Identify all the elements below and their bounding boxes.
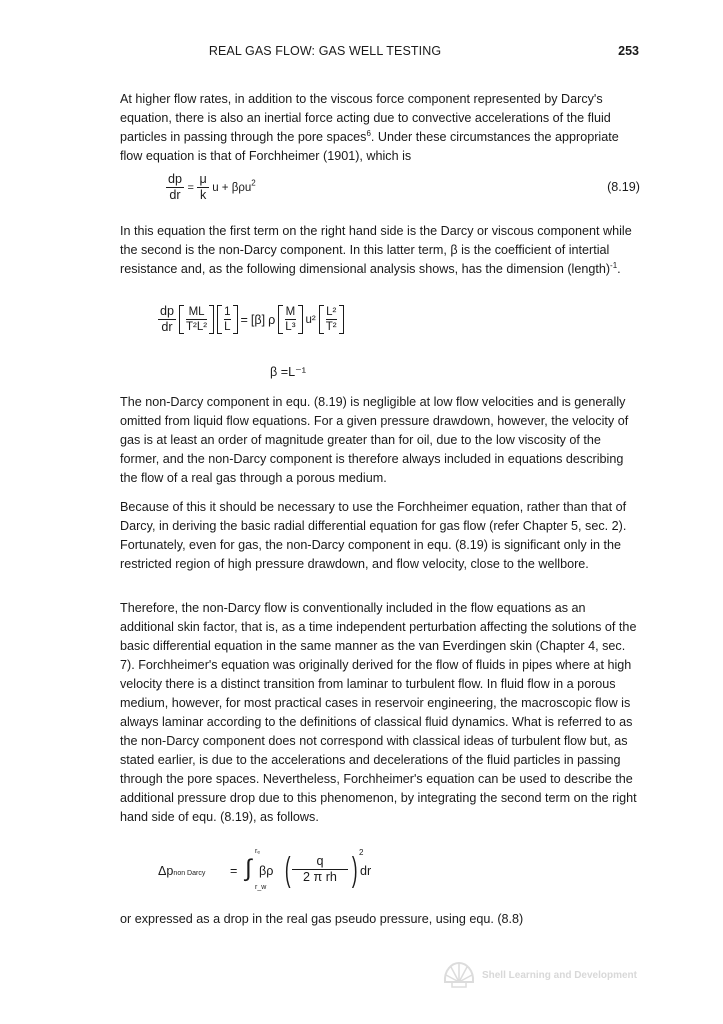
b2-den: L <box>224 321 231 333</box>
b3-den: L³ <box>285 321 296 333</box>
k-denominator: k <box>199 188 207 202</box>
paragraph-1 <box>120 90 640 166</box>
dim-dp: dp <box>160 304 175 318</box>
b1-den: T²L² <box>186 321 208 333</box>
para2-end: . <box>617 262 621 276</box>
paragraph-4: Because of this it should be necessary to use the Forchheimer equation, rather than that of Darcy, in deriving the basic radial differential equation for gas flow (refer Chapter 5, sec. 2). Fortunately, even for gas, the non-Darcy component in equ. (8.19) is significant only in the restricted region of high pressure drawdown, and flow velocity, close to the wellbore. <box>120 500 627 571</box>
dp-numerator: dp <box>168 172 183 186</box>
delta-p: Δp <box>158 864 174 878</box>
right-paren: ) <box>351 851 358 889</box>
para1-text-end: . Under these circumstances the appropriate flow equation is that of Forchheimer (1901), which is <box>120 130 619 163</box>
upper-limit: rₑ <box>255 848 260 855</box>
para1-text: At higher flow rates, in addition to the viscous force component represented by Darcy's equation, there is also an inertial force acting due to convective accelerations of the fluid particles in passing through the pore spaces <box>120 92 611 144</box>
footnote-ref: 6 <box>366 129 371 138</box>
int-dr: dr <box>360 864 372 878</box>
bracket-ml-t2l2 <box>179 305 214 334</box>
beta-rho: βρ <box>259 864 274 878</box>
non-darcy-subscript: non Darcy <box>173 870 206 877</box>
shell-logo-icon <box>442 960 476 990</box>
footer-brand-text: Shell Learning and Development <box>481 969 637 981</box>
q-over-2pirh <box>292 854 348 885</box>
paragraph-3: The non-Darcy component in equ. (8.19) is negligible at low flow velocities and is generally omitted from liquid flow equations. For a given pressure drawdown, however, the velocity of gas is at least an order of magnitude greater than for oil, due to the low viscosity of the former, and the non-Darcy component is therefore always included in equations describing the flow of a real gas through a porous medium. <box>120 395 629 485</box>
paragraph-2 <box>120 222 640 279</box>
dim-dp-dr <box>158 304 176 335</box>
integral-equation <box>158 848 372 896</box>
dim-dr: dr <box>161 320 173 334</box>
2pirh-denominator: 2 π rh <box>303 870 337 884</box>
b4-den: T² <box>325 321 337 333</box>
b3-num: M <box>285 306 296 318</box>
int-exponent: 2 <box>359 848 364 857</box>
q-numerator: q <box>292 854 348 870</box>
delta-p-lhs <box>158 864 205 878</box>
equation-label-8-19: (8.19) <box>607 180 640 194</box>
equals-sign: = <box>187 181 194 194</box>
dp-dr-fraction <box>166 172 184 203</box>
para2-exponent: -1 <box>610 261 618 270</box>
para2-text: In this equation the first term on the right hand side is the Darcy or viscous component while the second is the non-Darcy component. In this latter term, β is the coefficient of intertial resistance and, as the following dimensional analysis shows, has the dimension (length) <box>120 224 632 276</box>
equation-8-19 <box>166 172 256 203</box>
dim-u2: u² <box>305 313 316 326</box>
left-paren: ( <box>284 851 291 889</box>
bracket-m-l3 <box>278 305 302 334</box>
b1-num: ML <box>186 305 207 320</box>
page-number: 253 <box>618 44 639 58</box>
dr-denominator: dr <box>169 188 181 202</box>
lower-limit: r_w <box>255 884 267 891</box>
footer-branding <box>442 960 637 990</box>
dim-beta: [β] <box>250 312 266 327</box>
dimensional-equation <box>158 304 344 335</box>
running-title: REAL GAS FLOW: GAS WELL TESTING <box>208 44 442 58</box>
rhs-terms: u + βρu <box>212 181 252 194</box>
mu-numerator: μ <box>199 172 207 186</box>
integral-sign: ∫ <box>245 855 252 882</box>
beta-dimension-equation: β =L⁻¹ <box>270 365 306 379</box>
bracket-1-l <box>217 305 237 334</box>
int-equals: = <box>230 864 238 878</box>
bracket-l2-t2 <box>319 305 344 334</box>
dim-rho: ρ <box>268 312 276 327</box>
paragraph-5: Therefore, the non-Darcy flow is conventionally included in the flow equations as an additional skin factor, that is, as a time independent perturbation affecting the solutions of the basic differential equation in the same manner as the van Everdingen skin (Chapter 4, sec. 7). Forchheimer's equation was originally derived for the flow of fluids in pipes where at high velocity there is a distinct transition from laminar to turbulent flow. In fluid flow in a porous medium, however, for most practical cases in reservoir engineering, the macroscopic flow is always laminar according to the definitions of classical fluid dynamics. What is referred to as the non-Darcy component does not correspond with classical ideas of turbulent flow but, as stated earlier, is due to the accelerations and decelerations of the fluid particles in passing through the pore spaces. Nevertheless, Forchheimer's equation can be used to describe the additional pressure drop due to this phenomenon, by integrating the second term on the right hand side of equ. (8.19), as follows. <box>120 601 637 824</box>
b4-num: L² <box>326 306 337 318</box>
paragraph-6: or expressed as a drop in the real gas pseudo pressure, using equ. (8.8) <box>120 912 524 926</box>
mu-k-fraction <box>197 172 208 203</box>
dim-equals: = <box>240 312 248 327</box>
b2-num: 1 <box>224 306 231 318</box>
rhs-exponent: 2 <box>251 178 256 188</box>
